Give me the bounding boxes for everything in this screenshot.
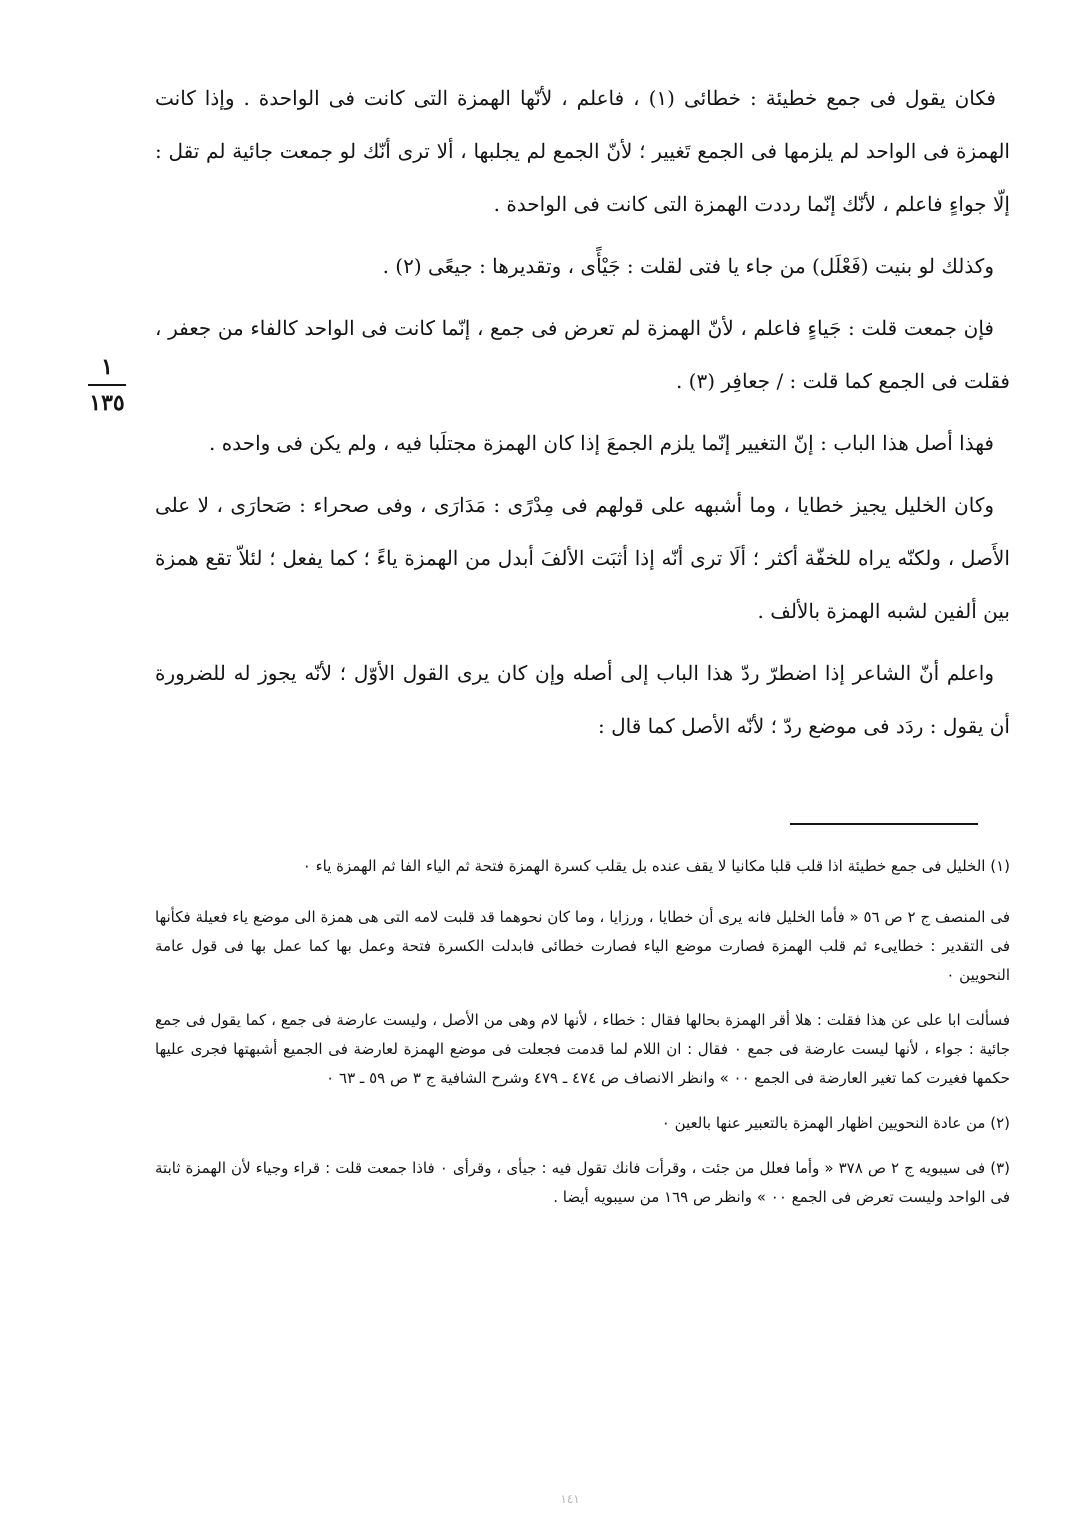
paragraph: فكان يقول فى جمع خطيئة : خطائى (١) ، فاعلم ، لأنّها الهمزة التى كانت فى الواحدة . وإذا كانت الهمزة فى الواحد لم يلزمها فى الجمع تَغيير ؛ لأنّ الجمع لم يجلبها ، ألا ترى أنّك لو جمعت جائية لم تقل : إلّا جواءٍ فاعلم ، لأنّك إنّما رددت الهمزة التى كانت فى الواحدة .: [155, 86, 1010, 216]
footnote: فسألت ابا على عن هذا فقلت : هلا أقر الهمزة بحالها فقال : خطاء ، لأنها لام وهى من الأصل ، وليست عارضة فى جمع ، كما يقول فى جمع جائية : جواء ، لأنها ليست عارضة فى جمع ٠ فقال : ان اللام لما قدمت فجعلت فى موضع الهمزة لعارضة فى الجميع أشبهتها فجرى عليها حكمها فغيرت كما تغير العارضة فى الجمع ٠٠ » وانظر الانصاف ص ٤٧٤ ـ ٤٧٩ وشرح الشافية ج ٣ ص ٥٩ ـ ٦٣ ٠: [155, 1011, 1010, 1087]
page-number: ١٤١: [560, 1492, 580, 1506]
footnote: (٣) فى سيبويه ج ٢ ص ٣٧٨ « وأما فعلل من جئت ، وقرأت فانك تقول فيه : جيأى ، وقرأى ٠ فاذا جمعت قلت : قراء وجياء لأن الهمزة ثابتة فى الواحد وليست تعرض فى الجمع ٠٠ » وانظر ص ١٦٩ من سيبويه أيضا .: [155, 1159, 1011, 1206]
margin-page-number: ١٣٥: [89, 390, 125, 416]
paragraph: وكان الخليل يجيز خطايا ، وما أشبهه على قولهم فى مِدْرًى : مَدَارَى ، وفى صحراء : صَحارَى ، لا على الأَصل ، ولكنّه يراه للخفّة أكثر ؛ ألَا ترى أنّه إذا أثبَت الألفَ أبدل من الهمزة ياءً ؛ كما يفعل ؛ لئلاّ تقع همزة بين ألفين لشبه الهمزة بالألف .: [155, 493, 1010, 623]
margin-fraction-rule: [88, 384, 126, 386]
footnote-separator: [790, 823, 978, 825]
paragraph: وكذلك لو بنيت (فَعْلَل) من جاء يا فتى لقلت : جَيْأًى ، وتقديرها : جيعًى (٢) .: [382, 254, 994, 278]
footnotes: [155, 852, 1010, 1228]
footnote: (٢) من عادة النحويين اظهار الهمزة بالتعبير عنها بالعين ٠: [661, 1114, 1010, 1132]
footnote: فى المنصف ج ٢ ص ٥٦ « فأما الخليل فانه يرى أن خطايا ، ورزايا ، وما كان نحوهما قد قلبت لامه التى هى همزة الى موضع ياء فعيلة فكأنها فى التقدير : خطايىء ثم قلب الهمزة فصارت موضع الياء فصارت خطائى فابدلت الكسرة فتحة وعمل بها كما عمل بها فى قول عامة النحويين ٠: [155, 908, 1011, 984]
paragraph: فهذا أصل هذا الباب : إنّ التغيير إنّما يلزم الجمعَ إذا كان الهمزة مجتلَبا فيه ، ولم يكن فى واحده .: [209, 431, 994, 455]
paragraph: واعلم أنّ الشاعر إذا اضطرّ ردّ هذا الباب إلى أصله وإن كان يرى القول الأوّل ؛ لأنّه يجوز له للضرورة أن يقول : ردَد فى موضع ردّ ؛ لأنّه الأصل كما قال :: [155, 661, 1010, 738]
margin-volume-number: ١: [101, 354, 113, 380]
main-text: [155, 72, 1010, 762]
paragraph: فإن جمعت قلت : جَياءٍ فاعلم ، لأنّ الهمزة لم تعرض فى جمع ، إنّما كانت فى الواحد كالفاء من جعفر ، فقلت فى الجمع كما قلت : / جعافِر (٣) .: [155, 316, 1010, 393]
margin-page-reference: [82, 354, 132, 416]
footnote: (١) الخليل فى جمع خطيئة اذا قلب قلبا مكانيا لا يقف عنده بل يقلب كسرة الهمزة فتحة ثم الياء الفا ثم الهمزة ياء ٠: [302, 857, 1010, 875]
